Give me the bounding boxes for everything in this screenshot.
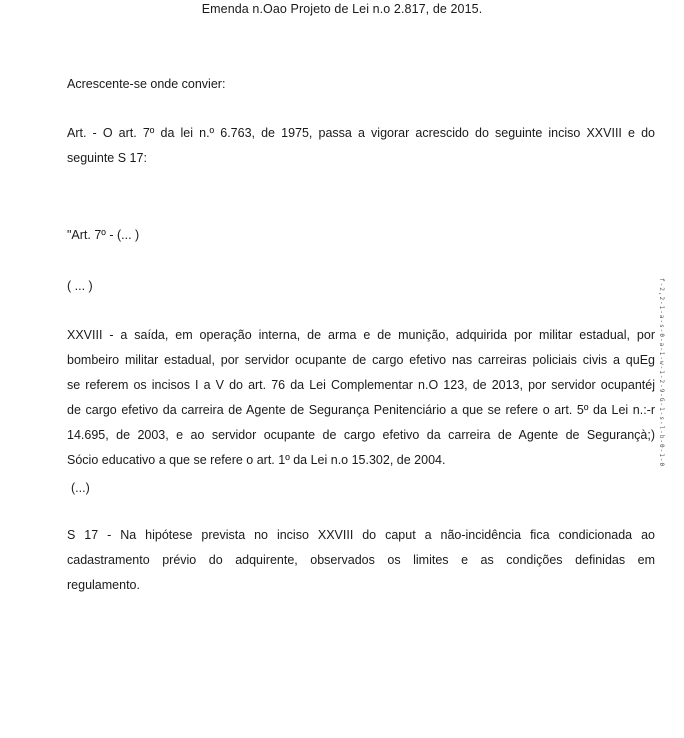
ellipsis-2: (...) (71, 481, 90, 495)
inciso-line-3: se referem os incisos I a V do art. 76 da Lei Complementar n.O 123, de 2013, por servidor ocupantéj (67, 378, 655, 392)
document-title: Emenda n.Oao Projeto de Lei n.o 2.817, de 2015. (201, 2, 483, 16)
paragraph-17-line-3: regulamento. (67, 578, 140, 592)
art-paragraph-line-1: Art. - O art. 7º da lei n.º 6.763, de 1975, passa a vigorar acrescido do seguinte inciso XXVIII e do (67, 126, 655, 140)
side-stamp: f-2,2-1-a-s-0-a-1-w-1-2-9-G-1-s-l-b-0-1-0 (658, 278, 665, 468)
intro-text: Acrescente-se onde convier: (67, 77, 226, 91)
inciso-line-2: bombeiro militar estadual, por servidor ocupante de cargo efetivo nas carreiras policiais civis a quEg (67, 353, 655, 367)
ellipsis-1: ( ... ) (67, 279, 93, 293)
inciso-line-6: Sócio educativo a que se refere o art. 1º da Lei n.o 15.302, de 2004. (67, 453, 446, 467)
quote-start: "Art. 7º - (... ) (67, 228, 140, 242)
art-paragraph (67, 121, 655, 171)
inciso-xxviii (67, 323, 655, 473)
paragraph-17-line-1: S 17 - Na hipótese prevista no inciso XXVIII do caput a não-incidência fica condicionada ao (67, 528, 655, 542)
paragraph-17 (67, 523, 655, 598)
inciso-line-1: XXVIII - a saída, em operação interna, de arma e de munição, adquirida por militar estadual, por (67, 328, 655, 342)
inciso-line-4: de cargo efetivo da carreira de Agente de Segurança Penitenciário a que se refere o art. 5º da Lei n.:-r (67, 403, 655, 417)
inciso-line-5: 14.695, de 2003, e ao servidor ocupante de cargo efetivo da carreira de Agente de Segurançà;) (67, 428, 655, 442)
art-paragraph-line-2: seguinte S 17: (67, 151, 147, 165)
paragraph-17-line-2: cadastramento prévio do adquirente, observados os limites e as condições definidas em (67, 553, 655, 567)
